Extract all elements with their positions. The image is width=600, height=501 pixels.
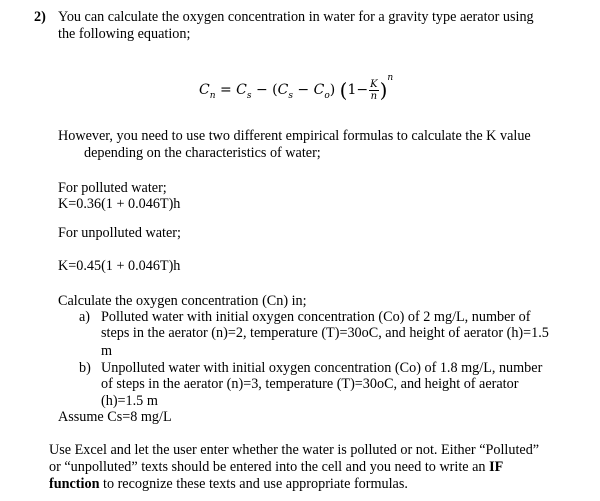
eq-cs-sub: s [246,90,252,101]
eq-cn: C [199,82,210,98]
eq-cn-sub: n [209,90,216,101]
assume-note: Assume Cs=8 mg/L [58,409,172,425]
however-line-2: depending on the characteristics of water; [84,145,321,161]
part-b-marker: b) [79,360,91,376]
excel-line-3 [49,476,408,493]
eq-exponent: n [387,73,394,83]
eq-equals: = [219,82,232,98]
eq-co: C [313,82,325,98]
eq-co-sub: o [324,90,330,101]
eq-frac-den: n [370,90,378,102]
eq-minus-3: − [356,82,369,98]
eq-fraction [369,79,378,102]
excel-line-1: Use Excel and let the user enter whether the water is polluted or not. Either “Polluted” [49,442,540,458]
polluted-formula: K=0.36(1 + 0.046T)h [58,196,181,212]
however-line-1: However, you need to use two different empirical formulas to calculate the K value [58,128,531,144]
excel-line-2-text: or “unpolluted” texts should be entered into the cell and you need to write an [49,459,490,475]
polluted-label: For polluted water; [58,180,167,196]
eq-frac-num: K [370,78,378,90]
function-keyword: function [49,476,100,492]
eq-minus: − [255,82,268,98]
oxygen-equation: $C_n = C_s - (C_s - C_o)$ (1− $\frac{K}{n}$ )$^n$ [199,73,394,102]
part-b-line-3: (h)=1.5 m [101,393,158,409]
if-keyword: IF [489,459,504,475]
intro-line-1: You can calculate the oxygen concentration in water for a gravity type aerator using [58,9,534,25]
part-a-line-3: m [101,343,113,359]
calculate-label: Calculate the oxygen concentration (Cn) in; [58,293,307,309]
question-number: 2) [34,9,46,25]
part-a-line-1: Polluted water with initial oxygen concentration (Co) of 2 mg/L, number of [101,309,531,325]
intro-line-2: the following equation; [58,26,191,42]
eq-cs2-sub: s [288,90,293,101]
part-b-line-2: of steps in the aerator (n)=3, temperature (T)=30oC, and height of aerator [101,376,519,392]
eq-cs: C [236,82,247,98]
part-b-line-1: Unpolluted water with initial oxygen concentration (Co) of 1.8 mg/L, number [101,360,543,376]
unpolluted-label: For unpolluted water; [58,225,181,241]
part-a-line-2: steps in the aerator (n)=2, temperature (T)=30oC, and height of aerator (h)=1.5 [101,325,549,341]
eq-minus-2: − [297,82,310,98]
eq-one: 1 [347,82,357,98]
unpolluted-formula: K=0.45(1 + 0.046T)h [58,258,181,274]
eq-cs2: C [277,82,289,98]
excel-line-2 [49,459,503,476]
part-a-marker: a) [79,309,91,325]
excel-line-3-text: to recognize these texts and use appropriate formulas. [99,476,408,492]
